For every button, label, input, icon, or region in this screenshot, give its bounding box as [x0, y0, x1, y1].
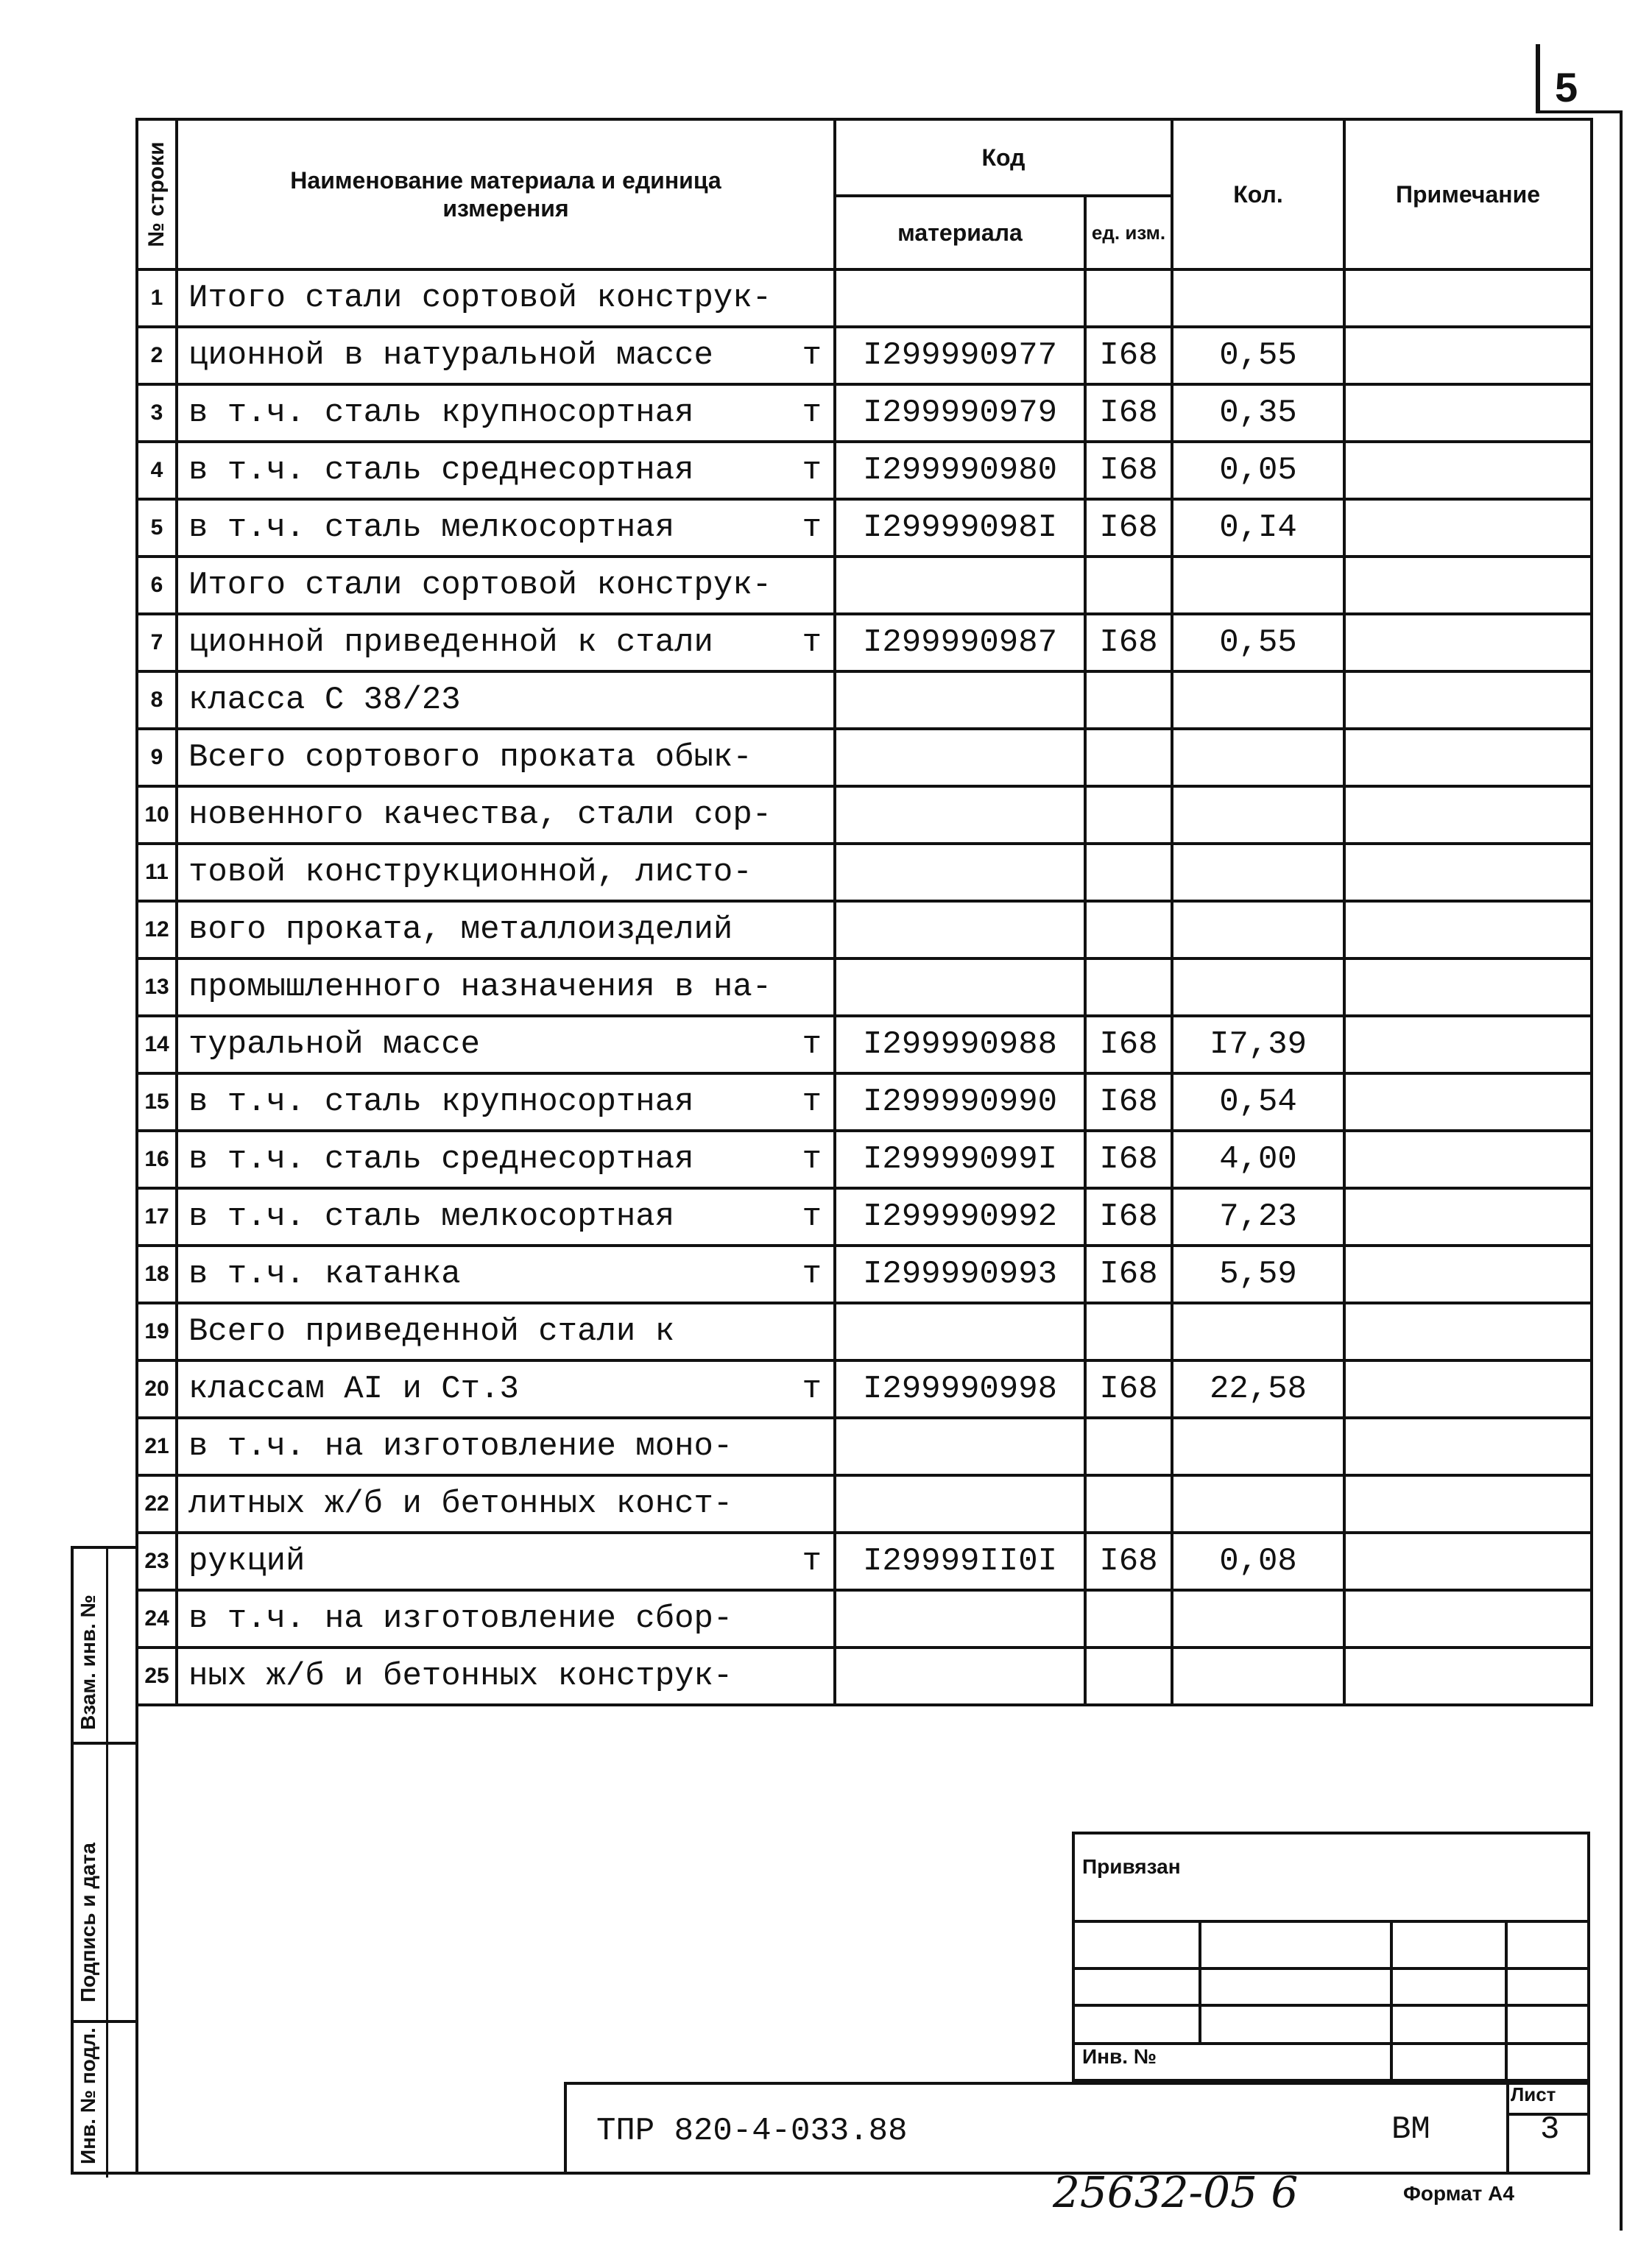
row-number: 10	[137, 786, 177, 844]
material-code: I299990990	[835, 1073, 1085, 1131]
material-name-cell	[177, 327, 835, 384]
table-row	[137, 729, 1592, 786]
row-number: 3	[137, 384, 177, 442]
frame-top-border	[1536, 110, 1623, 113]
table-row	[137, 901, 1592, 958]
note-cell	[1344, 442, 1592, 499]
material-name: Итого стали сортовой конструк-	[188, 567, 772, 604]
unit-code	[1085, 844, 1172, 901]
material-name: в т.ч. сталь мелкосортная	[188, 509, 675, 546]
quantity	[1172, 1418, 1344, 1475]
note-cell	[1344, 1475, 1592, 1533]
row-number: 22	[137, 1475, 177, 1533]
quantity	[1172, 1648, 1344, 1705]
frame-top-right-tick	[1536, 44, 1540, 112]
note-cell	[1344, 327, 1592, 384]
row-number: 8	[137, 671, 177, 729]
note-cell	[1344, 844, 1592, 901]
handwritten-number: 25632-05 6	[1053, 2167, 1299, 2217]
note-cell	[1344, 384, 1592, 442]
row-number: 23	[137, 1533, 177, 1590]
row-number: 25	[137, 1648, 177, 1705]
table-row	[137, 1418, 1592, 1475]
material-code: I299990988	[835, 1016, 1085, 1073]
row-number: 16	[137, 1131, 177, 1188]
quantity: 0,05	[1172, 442, 1344, 499]
material-code	[835, 557, 1085, 614]
unit-code: I68	[1085, 327, 1172, 384]
row-number: 7	[137, 614, 177, 671]
inv-no-label: Инв. №	[1082, 2045, 1157, 2068]
row-number: 19	[137, 1303, 177, 1360]
unit-mark: т	[802, 624, 822, 661]
row-number: 11	[137, 844, 177, 901]
quantity	[1172, 671, 1344, 729]
quantity: 7,23	[1172, 1188, 1344, 1246]
unit-mark: т	[802, 1026, 822, 1063]
sidebar-inv-podl-label: Инв. № подл.	[77, 2027, 99, 2164]
row-number: 5	[137, 499, 177, 557]
material-name: туральной массе	[188, 1026, 481, 1063]
row-number: 6	[137, 557, 177, 614]
note-cell	[1344, 1360, 1592, 1418]
code-group-header: Код	[835, 119, 1172, 196]
table-row	[137, 1016, 1592, 1073]
material-name: новенного качества, стали сор-	[188, 797, 772, 833]
material-name-cell	[177, 1188, 835, 1246]
note-cell	[1344, 499, 1592, 557]
quantity: 0,55	[1172, 614, 1344, 671]
quantity: 0,08	[1172, 1533, 1344, 1590]
material-name-cell	[177, 786, 835, 844]
row-number: 17	[137, 1188, 177, 1246]
material-code	[835, 1475, 1085, 1533]
material-code: I299990977	[835, 327, 1085, 384]
unit-code: I68	[1085, 1131, 1172, 1188]
note-cell	[1344, 614, 1592, 671]
material-code: I29999099I	[835, 1131, 1085, 1188]
material-name-cell	[177, 1073, 835, 1131]
privyazan-vline-3	[1505, 1920, 1508, 2082]
quantity	[1172, 729, 1344, 786]
quantity	[1172, 901, 1344, 958]
quantity	[1172, 786, 1344, 844]
material-code: I299990992	[835, 1188, 1085, 1246]
note-cell	[1344, 1073, 1592, 1131]
material-name: Всего сортового проката обык-	[188, 739, 752, 776]
unit-code: I68	[1085, 1533, 1172, 1590]
material-name: промышленного назначения в на-	[188, 969, 772, 1006]
table-row	[137, 1360, 1592, 1418]
document-type: ВМ	[1391, 2111, 1430, 2148]
material-name: ционной приведенной к стали	[188, 624, 713, 661]
quantity: 0,35	[1172, 384, 1344, 442]
row-number: 9	[137, 729, 177, 786]
material-name-cell	[177, 1418, 835, 1475]
material-name-cell	[177, 442, 835, 499]
material-name: в т.ч. сталь мелкосортная	[188, 1198, 675, 1235]
materials-table	[135, 118, 1593, 1706]
row-number: 2	[137, 327, 177, 384]
unit-code	[1085, 1475, 1172, 1533]
material-name: рукций	[188, 1543, 306, 1580]
unit-code	[1085, 269, 1172, 327]
note-cell	[1344, 1303, 1592, 1360]
privyazan-line-1	[1075, 1920, 1590, 1923]
unit-code	[1085, 729, 1172, 786]
frame-right-border	[1620, 110, 1623, 2231]
privyazan-line-3	[1075, 2004, 1590, 2007]
unit-mark: т	[802, 395, 822, 431]
table-row	[137, 1590, 1592, 1648]
material-code: I299990987	[835, 614, 1085, 671]
material-code	[835, 1303, 1085, 1360]
material-name: классам АI и Ст.3	[188, 1371, 519, 1408]
material-name-cell	[177, 269, 835, 327]
row-number: 18	[137, 1246, 177, 1303]
table-row	[137, 1073, 1592, 1131]
table-row	[137, 499, 1592, 557]
material-name-cell	[177, 499, 835, 557]
table-row	[137, 557, 1592, 614]
material-code: I299990993	[835, 1246, 1085, 1303]
row-number: 14	[137, 1016, 177, 1073]
name-header: Наименование материала и единица измерения	[177, 119, 835, 269]
material-code: I299990980	[835, 442, 1085, 499]
table-row	[137, 844, 1592, 901]
unit-code: I68	[1085, 1246, 1172, 1303]
unit-code	[1085, 671, 1172, 729]
note-cell	[1344, 786, 1592, 844]
note-cell	[1344, 1188, 1592, 1246]
material-name-cell	[177, 1360, 835, 1418]
material-name-cell	[177, 671, 835, 729]
material-name: вого проката, металлоизделий	[188, 911, 733, 948]
material-code	[835, 1590, 1085, 1648]
material-name-cell	[177, 1246, 835, 1303]
note-cell	[1344, 1418, 1592, 1475]
quantity	[1172, 958, 1344, 1016]
title-block-sheet-divider	[1506, 2085, 1509, 2175]
material-name: ных ж/б и бетонных конструк-	[188, 1658, 733, 1695]
material-name-cell	[177, 1131, 835, 1188]
material-code: I29999098I	[835, 499, 1085, 557]
sheet-label: Лист	[1511, 2083, 1556, 2105]
privyazan-vline-2	[1390, 1920, 1393, 2082]
table-row	[137, 1246, 1592, 1303]
unit-code	[1085, 1590, 1172, 1648]
material-name-cell	[177, 729, 835, 786]
unit-code	[1085, 557, 1172, 614]
row-number: 20	[137, 1360, 177, 1418]
material-name-cell	[177, 1648, 835, 1705]
material-code	[835, 269, 1085, 327]
privyazan-label: Привязан	[1082, 1855, 1181, 1878]
unit-code: I68	[1085, 1016, 1172, 1073]
material-name-cell	[177, 958, 835, 1016]
note-cell	[1344, 1016, 1592, 1073]
document-code: ТПР 820-4-033.88	[596, 2113, 908, 2150]
quantity: I7,39	[1172, 1016, 1344, 1073]
note-cell	[1344, 1533, 1592, 1590]
sidebar-inner-line	[106, 1549, 108, 2178]
material-name: литных ж/б и бетонных конст-	[188, 1486, 733, 1522]
unit-mark: т	[802, 452, 822, 489]
unit-code: I68	[1085, 1188, 1172, 1246]
material-name: класса С 38/23	[188, 682, 461, 718]
row-number: 21	[137, 1418, 177, 1475]
note-header: Примечание	[1344, 119, 1592, 269]
material-name: в т.ч. на изготовление сбор-	[188, 1600, 733, 1637]
note-cell	[1344, 1590, 1592, 1648]
table-row	[137, 1131, 1592, 1188]
table-row	[137, 269, 1592, 327]
row-number: 13	[137, 958, 177, 1016]
unit-code	[1085, 901, 1172, 958]
privyazan-vline-1	[1199, 1920, 1201, 2044]
row-number: 24	[137, 1590, 177, 1648]
material-name: в т.ч. сталь крупносортная	[188, 1084, 694, 1120]
code-material-header: материала	[835, 196, 1085, 269]
sidebar-signature-date-label: Подпись и дата	[77, 1843, 99, 2002]
quantity	[1172, 557, 1344, 614]
material-name-cell	[177, 557, 835, 614]
table-row	[137, 614, 1592, 671]
unit-code: I68	[1085, 442, 1172, 499]
material-code: I299990979	[835, 384, 1085, 442]
unit-mark: т	[802, 337, 822, 374]
material-name: в т.ч. сталь среднесортная	[188, 1141, 694, 1178]
quantity	[1172, 844, 1344, 901]
privyazan-line-2	[1075, 1967, 1590, 1970]
unit-mark: т	[802, 1084, 822, 1120]
unit-code: I68	[1085, 499, 1172, 557]
table-row	[137, 442, 1592, 499]
quantity: 0,54	[1172, 1073, 1344, 1131]
table-row	[137, 1648, 1592, 1705]
table-row	[137, 1533, 1592, 1590]
unit-code	[1085, 786, 1172, 844]
material-code	[835, 844, 1085, 901]
note-cell	[1344, 269, 1592, 327]
note-cell	[1344, 671, 1592, 729]
row-number: 1	[137, 269, 177, 327]
quantity: 4,00	[1172, 1131, 1344, 1188]
unit-mark: т	[802, 1543, 822, 1580]
unit-mark: т	[802, 509, 822, 546]
note-cell	[1344, 958, 1592, 1016]
material-name-cell	[177, 1533, 835, 1590]
note-cell	[1344, 1246, 1592, 1303]
quantity: 5,59	[1172, 1246, 1344, 1303]
material-name: в т.ч. катанка	[188, 1256, 461, 1293]
row-number: 4	[137, 442, 177, 499]
material-code: I299990998	[835, 1360, 1085, 1418]
table-row	[137, 958, 1592, 1016]
material-name-cell	[177, 844, 835, 901]
unit-mark: т	[802, 1256, 822, 1293]
quantity	[1172, 1590, 1344, 1648]
unit-mark: т	[802, 1371, 822, 1408]
quantity: 0,I4	[1172, 499, 1344, 557]
quantity	[1172, 269, 1344, 327]
row-number: 15	[137, 1073, 177, 1131]
qty-header: Кол.	[1172, 119, 1344, 269]
material-code	[835, 786, 1085, 844]
row-number: 12	[137, 901, 177, 958]
material-code	[835, 671, 1085, 729]
table-row	[137, 671, 1592, 729]
table-row	[137, 1303, 1592, 1360]
unit-code	[1085, 1418, 1172, 1475]
material-name: ционной в натуральной массе	[188, 337, 713, 374]
material-code	[835, 729, 1085, 786]
material-name: в т.ч. сталь крупносортная	[188, 395, 694, 431]
quantity: 22,58	[1172, 1360, 1344, 1418]
material-name-cell	[177, 384, 835, 442]
note-cell	[1344, 557, 1592, 614]
unit-mark: т	[802, 1198, 822, 1235]
table-row	[137, 1188, 1592, 1246]
material-name: в т.ч. сталь среднесортная	[188, 452, 694, 489]
unit-code: I68	[1085, 1360, 1172, 1418]
material-name-cell	[177, 1590, 835, 1648]
table-row	[137, 1475, 1592, 1533]
table-row	[137, 384, 1592, 442]
material-name-cell	[177, 1475, 835, 1533]
material-code: I29999II0I	[835, 1533, 1085, 1590]
unit-code	[1085, 1303, 1172, 1360]
material-name-cell	[177, 901, 835, 958]
material-code	[835, 1648, 1085, 1705]
material-code	[835, 958, 1085, 1016]
material-name: Всего приведенной стали к	[188, 1313, 675, 1350]
quantity: 0,55	[1172, 327, 1344, 384]
table-row	[137, 327, 1592, 384]
material-name: Итого стали сортовой конструк-	[188, 280, 772, 317]
note-cell	[1344, 901, 1592, 958]
material-name: товой конструкционной, листо-	[188, 854, 752, 891]
material-code	[835, 901, 1085, 958]
unit-code: I68	[1085, 614, 1172, 671]
note-cell	[1344, 1131, 1592, 1188]
material-name: в т.ч. на изготовление моно-	[188, 1428, 733, 1465]
unit-code: I68	[1085, 384, 1172, 442]
format-label: Формат А4	[1403, 2182, 1514, 2205]
quantity	[1172, 1475, 1344, 1533]
note-cell	[1344, 729, 1592, 786]
row-number-header: № строки	[137, 119, 177, 269]
sidebar-vzam-inv-label: Взам. инв. №	[77, 1595, 99, 1730]
sheet-number: 3	[1540, 2111, 1560, 2148]
note-cell	[1344, 1648, 1592, 1705]
code-unit-header: ед. изм.	[1085, 196, 1172, 269]
material-name-cell	[177, 1016, 835, 1073]
material-name-cell	[177, 1303, 835, 1360]
material-code	[835, 1418, 1085, 1475]
table-row	[137, 786, 1592, 844]
unit-code: I68	[1085, 1073, 1172, 1131]
page-number: 5	[1555, 64, 1578, 110]
unit-code	[1085, 1648, 1172, 1705]
unit-code	[1085, 958, 1172, 1016]
quantity	[1172, 1303, 1344, 1360]
unit-mark: т	[802, 1141, 822, 1178]
material-name-cell	[177, 614, 835, 671]
